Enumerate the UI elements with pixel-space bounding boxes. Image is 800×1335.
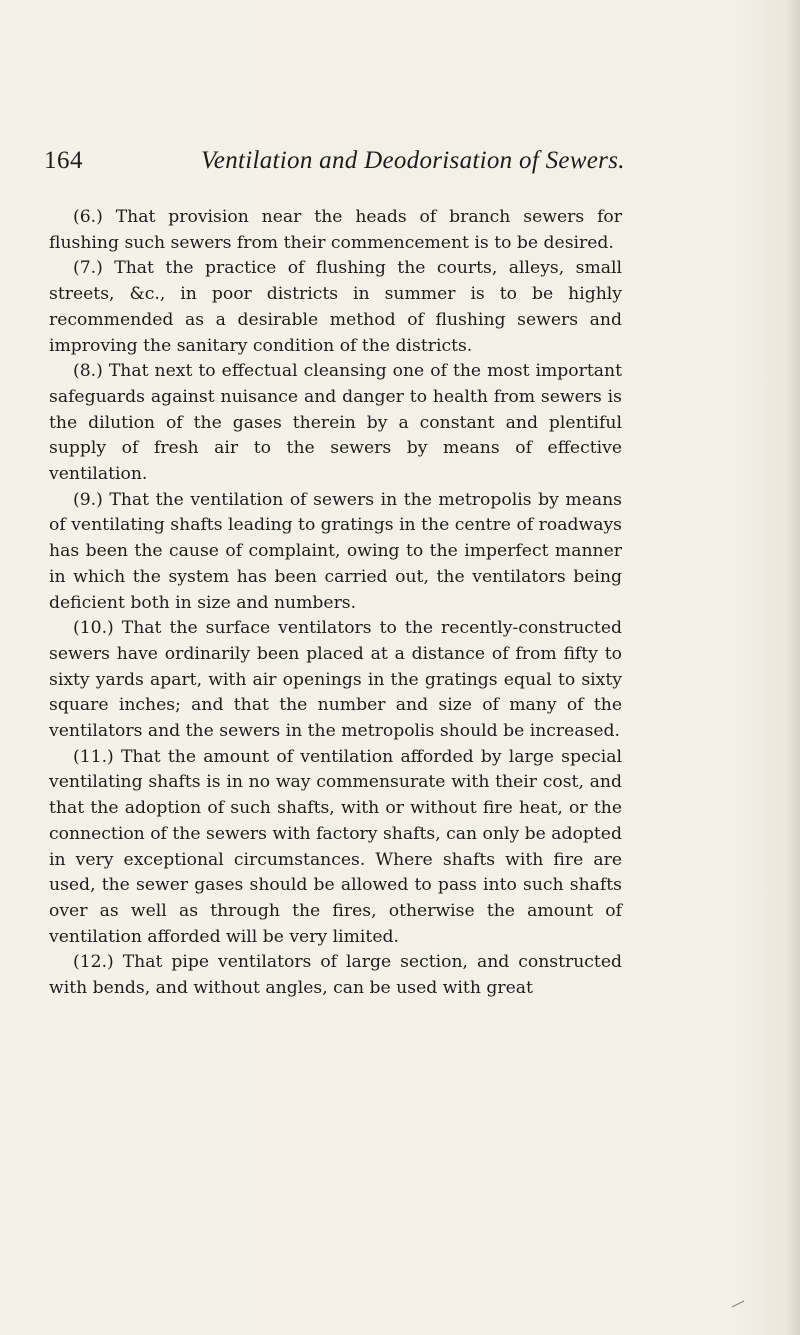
paragraph-9: (9.) That the ventilation of sewers in the metropolis by means of ventilating shafts leading to gratings in the centre of roadways has been the cause of complaint, owing to the imperfect manner in which the system has been carried out, the ventilators being deficient both in size and numbers.	[49, 489, 622, 613]
paragraph-11: (11.) That the amount of ventilation afforded by large special ventilating shafts is in no way commensurate with their cost, and that the adoption of such shafts, with or without fire heat, or the connection of the sewers with factory shafts, can only be adopted in very exceptional circumstances. Where shafts with fire are used, the sewer gases should be allowed to pass into such shafts over as well as through the fires, otherwise the amount of ventilation afforded will be very limited.	[49, 746, 622, 947]
running-title: Ventilation and Deodorisation of Sewers.	[201, 147, 625, 174]
body-text	[49, 205, 622, 1002]
paragraph-7: (7.) That the practice of flushing the courts, alleys, small streets, &c., in poor districts in summer is to be highly recommended as a desirable method of flushing sewers and improving the sanitary condition of the districts.	[49, 258, 622, 356]
paragraph-10: (10.) That the surface ventilators to the recently-constructed sewers have ordinarily been placed at a distance of from fifty to sixty yards apart, with air openings in the gratings equal to sixty square inches; and that the number and size of many of the ventilators and the sewers in the metropolis should be increased.	[49, 618, 622, 742]
paragraph-12: (12.) That pipe ventilators of large section, and constructed with bends, and without angles, can be used with great	[49, 952, 622, 999]
page-number: 164	[44, 147, 83, 174]
stray-mark-icon	[731, 1300, 745, 1308]
page-edge-shadow	[786, 0, 800, 1335]
paragraph-6: (6.) That provision near the heads of branch sewers for flushing such sewers from their commencement is to be desired.	[49, 207, 622, 253]
paragraph-8: (8.) That next to effectual cleansing one of the most important safeguards against nuisance and danger to health from sewers is the dilution of the gases therein by a constant and plentiful supply of fresh air to the sewers by means of effective ventilation.	[49, 361, 622, 485]
running-head	[44, 147, 744, 187]
